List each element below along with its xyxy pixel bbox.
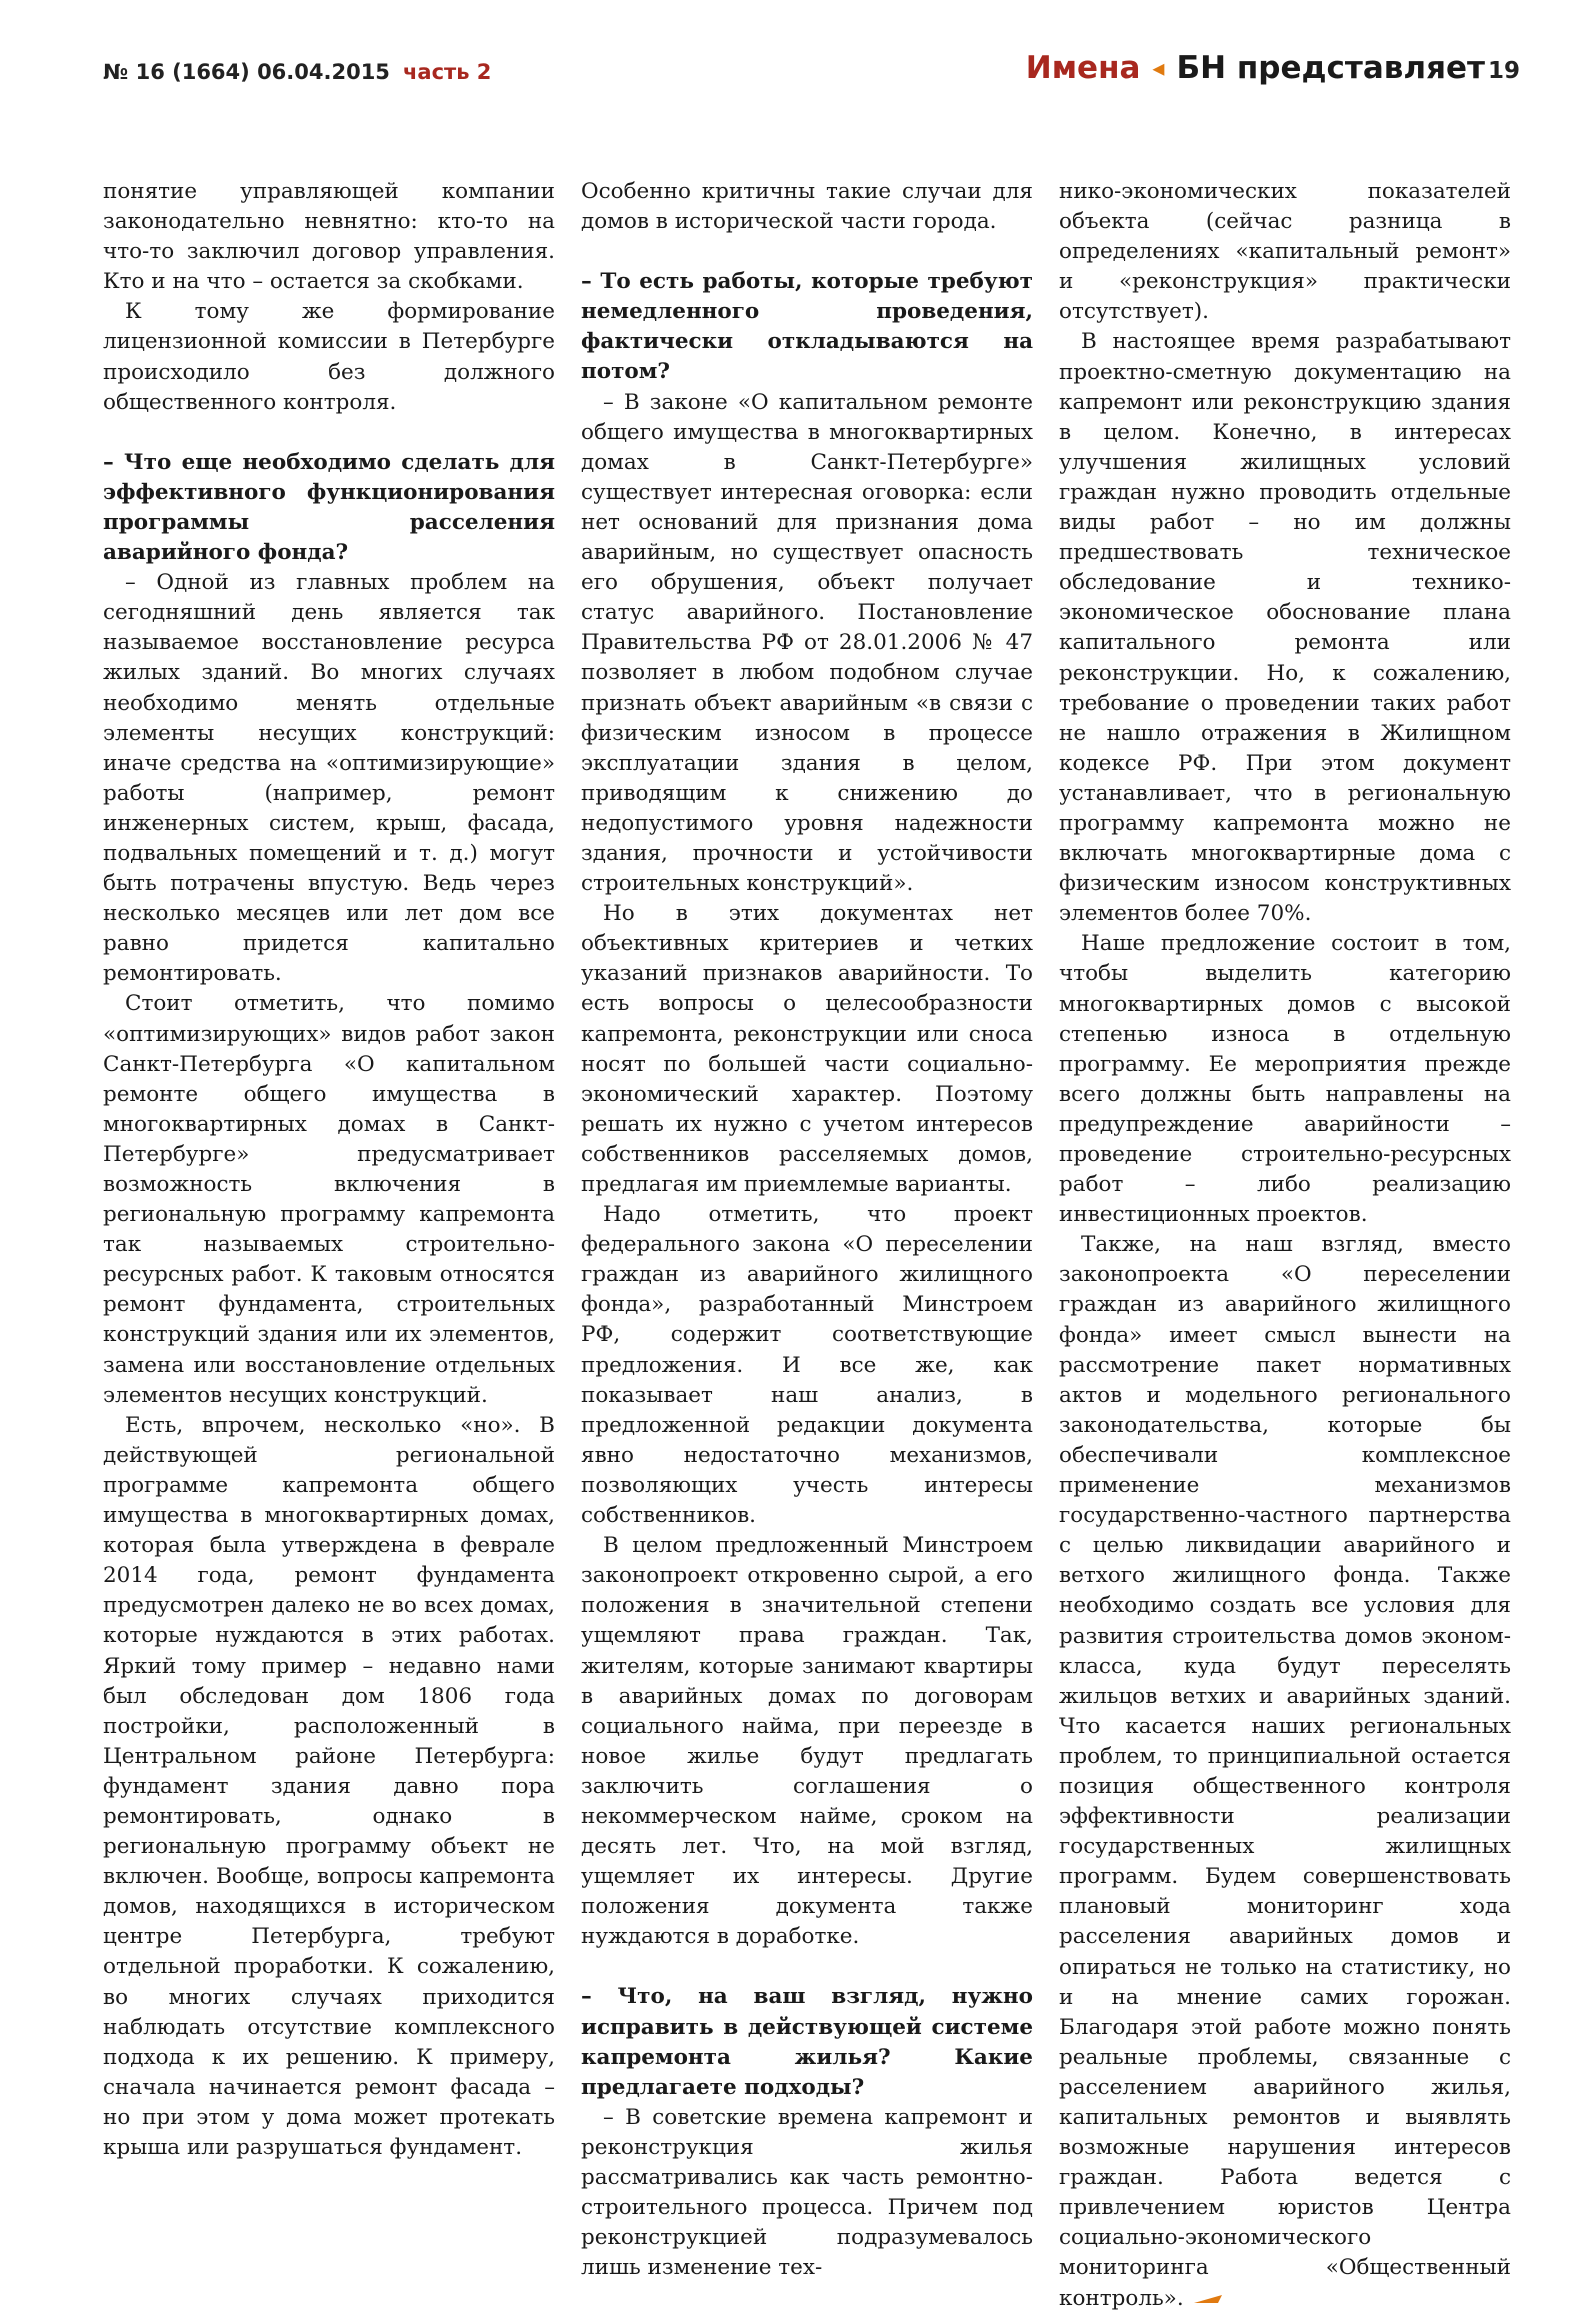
paragraph: – В советские времена капремонт и реконструкция жилья рассматривались как часть ремонтно-строительного процесса. Причем под реконструкцией подразумевалось лишь изменение тех- [581,2104,1033,2281]
paragraph: Наше предложение состоит в том, чтобы выделить категорию многоквартирных домов с высокой степенью износа в отдельную программу. Ее мероприятия прежде всего должны быть направлены на предупреждение аварийности – проведение строительно-ресурсных работ – либо реализацию инвестиционных проектов. [1059,931,1511,1228]
paragraph: нико-экономических показателей объекта (сейчас разница в определениях «капитальный ремонт» и «реконструкция» практически отсутствует). [1059,179,1511,325]
part-label: часть 2 [403,60,492,84]
page-number: 19 [1487,58,1520,84]
rubric-section: БН представляет [1176,50,1485,86]
chevron-left-icon: ◂ [1152,54,1165,82]
article-body [103,177,1511,2311]
paragraph: В настоящее время разрабатывают проектно-сметную документацию на капремонт или реконструкцию здания в целом. Конечно, в интересах улучшения жилищных условий граждан нужно проводить отдельные виды работ – но им должны предшествовать техническое обследование и технико-экономическое обоснование плана капитального ремонта или реконструкции. Но, к сожалению, требование о проведении таких работ не нашло отражения в Жилищном кодексе РФ. При этом документ устанавливает, что в региональную программу капремонта можно не включать многоквартирные дома с физическим износом конструктивных элементов более 70%. [1059,329,1511,927]
paragraph: Есть, впрочем, несколько «но». В действующей региональной программе капремонта общего имущества в многоквартирных домах, которая была утверждена в феврале 2014 года, ремонт фундамента предусмотрен далеко не во всех домах, которые нуждаются в этих работах. Яркий тому пример – недавно нами был обследован дом 1806 года постройки, расположенный в Центральном районе Петербурга: фундамент здания давно пора ремонтировать, однако в региональную программу объект не включен. Вообще, вопросы капремонта домов, находящихся в историческом центре Петербурга, требуют отдельной проработки. К сожалению, во многих случаях приходится наблюдать отсутствие комплексного подхода к их решению. К примеру, сначала начинается ремонт фасада – но при этом у дома может протекать крыша или разрушаться фундамент. [103,1412,555,2160]
paragraph: понятие управляющей компании законодательно невнятно: кто-то на что-то заключил договор управления. Кто и на что – остается за скобками. [103,179,555,295]
paragraph: Но в этих документах нет объективных критериев и четких указаний признаков аварийности. То есть вопросы о целесообразности капремонта, реконструкции или сноса носят по большей части социально-экономический характер. Поэтому решать их нужно с учетом интересов собственников расселяемых домов, предлагая им приемлемые варианты. [581,901,1033,1197]
paragraph: – В законе «О капитальном ремонте общего имущества в многоквартирных домах в Санкт-Петербурге» существует интересная оговорка: если нет оснований для признания дома аварийным, но существует опасность его обрушения, объект получает статус аварийного. Постановление Правительства РФ от 28.01.2006 № 47 позволяет в любом подобном случае признать объект аварийным «в связи с физическим износом в процессе эксплуатации здания в целом, приводящим к снижению до недопустимого уровня надежности здания, прочности и устойчивости строительных конструкций». [581,389,1033,897]
rubric-names: Имена [1025,50,1141,86]
issue-info: № 16 (1664) 06.04.2015 [103,60,390,84]
column-1 [103,177,555,2160]
paragraph: Стоит отметить, что помимо «оптимизирующих» видов работ закон Санкт-Петербурга «О капитальном ремонте общего имущества в многоквартирных домах в Санкт-Петербурге» предусматривает возможность включения в региональную программу капремонта так называемых строительно-ресурсных работ. К таковым относятся ремонт фундамента, строительных конструкций здания или их элементов, замена или восстановление отдельных элементов несущих конструкций. [103,991,555,1408]
interview-question: – Что еще необходимо сделать для эффективного функционирования программы расселения аварийного фонда? [103,449,555,566]
end-of-article-icon [1192,2293,1224,2305]
page-header [0,52,1575,92]
column-2 [581,177,1033,2281]
interview-question: – То есть работы, которые требуют немедленного проведения, фактически откладываются на потом? [581,269,1033,385]
paragraph: Особенно критичны такие случаи для домов в исторической части города. [581,179,1033,235]
column-3 [1059,177,1511,2311]
paragraph-text: Также, на наш взгляд, вместо законопроекта «О переселении граждан из аварийного жилищного фонда» имеет смысл вынести на рассмотрение пакет нормативных актов и модельного регионального законодательства, которые бы обеспечивали комплексное применение механизмов государственно-частного партнерства с целью ликвидации аварийного и ветхого жилищного фонда. Также необходимо создать все условия для развития строительства домов эконом-класса, куда будут переселять жильцов ветхих и аварийных зданий. Что касается наших региональных проблем, то принципиальной остается позиция общественного контроля эффективности реализации государственных жилищных программ. Будем совершенствовать плановый мониторинг хода расселения аварийных домов и опираться не только на статистику, но и на мнение самих горожан. Благодаря этой работе можно понять реальные проблемы, связанные с расселением аварийного жилья, капитальных ремонтов и выявлять возможные нарушения интересов граждан. Работа ведется с привлечением юристов Центра социально-экономического мониторинга «Общественный контроль». [1059,1232,1511,2311]
paragraph: – Одной из главных проблем на сегодняшний день является так называемое восстановление ресурса жилых зданий. Во многих случаях необходимо менять отдельные элементы несущих конструкций: иначе средства на «оптимизирующие» работы (например, ремонт инженерных систем, крыш, фасада, подвальных помещений и т. д.) могут быть потрачены впустую. Ведь через несколько месяцев или лет дом все равно придется капитально ремонтировать. [103,570,555,987]
paragraph: В целом предложенный Минстроем законопроект откровенно сырой, а его положения в значительной степени ущемляют права граждан. Так, жителям, которые занимают квартиры в аварийных домах по договорам социального найма, при переезде в новое жилье будут предлагать заключить соглашения о некоммерческом найме, сроком на десять лет. Что, на мой взгляд, ущемляет их интересы. Другие положения документа также нуждаются в доработке. [581,1533,1033,1950]
paragraph [1059,1230,1511,2313]
rubric [1026,50,1485,86]
interview-question: – Что, на ваш взгляд, нужно исправить в действующей системе капремонта жилья? Какие предлагаете подходы? [581,1984,1033,2100]
paragraph: Надо отметить, что проект федерального закона «О переселении граждан из аварийного жилищного фонда», разработанный Минстроем РФ, содержит соответствующие предложения. И все же, как показывает наш анализ, в предложенной редакции документа явно недостаточно механизмов, позволяющих учесть интересы собственников. [581,1202,1033,1529]
paragraph: К тому же формирование лицензионной комиссии в Петербурге происходило без должного общественного контроля. [103,299,555,415]
